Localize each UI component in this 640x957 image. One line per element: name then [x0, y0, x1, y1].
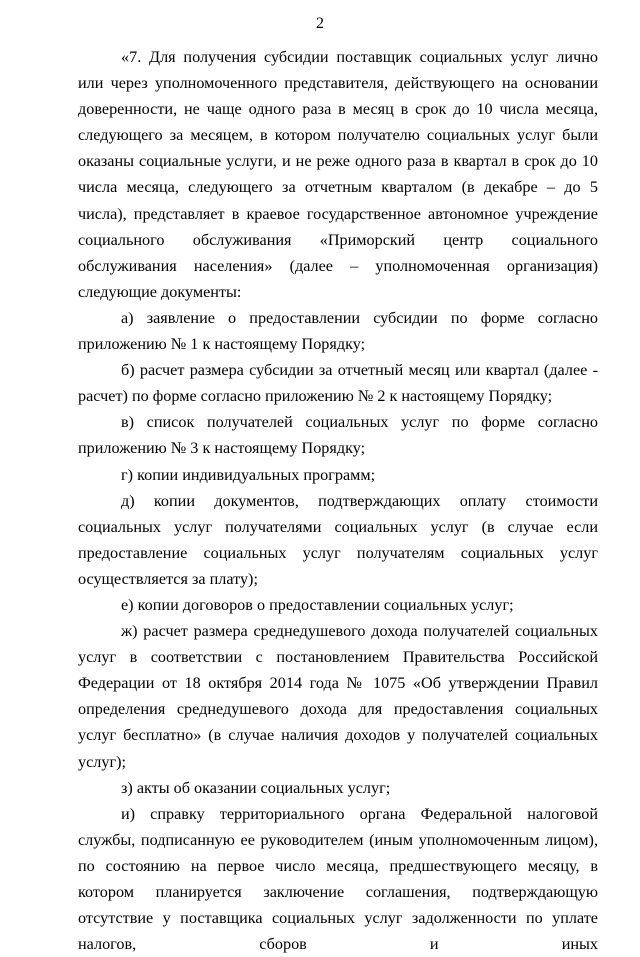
list-item-e: е) копии договоров о предоставлении социальных услуг;	[121, 595, 514, 614]
document-body	[78, 44, 598, 957]
list-item-v: в) список получателей социальных услуг по форме согласно приложению № 3 к настоящему Порядку;	[78, 413, 598, 458]
list-item-z: з) акты об оказании социальных услуг;	[121, 778, 391, 797]
list-item-g: г) копии индивидуальных программ;	[121, 465, 376, 484]
list-item-a: а) заявление о предоставлении субсидии по форме согласно приложению № 1 к настоящему Порядку;	[78, 308, 598, 354]
list-item-d: д) копии документов, подтверждающих оплату стоимости социальных услуг получателями социальных услуг (в случае если предоставление социальных услуг получателям социальных услуг осуществляется за плату);	[78, 491, 598, 588]
list-item-b: б) расчет размера субсидии за отчетный месяц или квартал (далее - расчет) по форме согласно приложению № 2 к настоящему Порядку;	[78, 361, 598, 406]
page-number: 2	[316, 15, 324, 32]
list-item-zh: ж) расчет размера среднедушевого дохода получателей социальных услуг в соответствии с постановлением Правительства Российской Федерации от 18 октября 2014 года № 1075 «Об утверждении Правил определения среднедушевого дохода для предоставления социальных услуг бесплатно» (в случае наличия доходов у получателей социальных услуг);	[78, 622, 598, 771]
paragraph-7-intro: «7. Для получения субсидии поставщик социальных услуг лично или через уполномоченного представителя, действующего на основании доверенности, не чаще одного раза в месяц в срок до 10 числа месяца, следующего за месяцем, в котором получателю социальных услуг были оказаны социальные услуги, и не реже одного раза в квартал в срок до 10 числа месяца, следующего за отчетным кварталом (в декабре – до 5 числа), представляет в краевое государственное автономное учреждение социального обслуживания «Приморский центр социального обслуживания населения» (далее – уполномоченная организация) следующие документы:	[78, 48, 598, 301]
list-item-i: и) справку территориального органа Федеральной налоговой службы, подписанную ее руководителем (иным уполномоченным лицом), по состоянию на первое число месяца, предшествующего месяцу, в котором планируется заключение соглашения, подтверждающую отсутствие у поставщика социальных услуг задолженности по уплате налогов, сборов и иных	[78, 804, 598, 954]
